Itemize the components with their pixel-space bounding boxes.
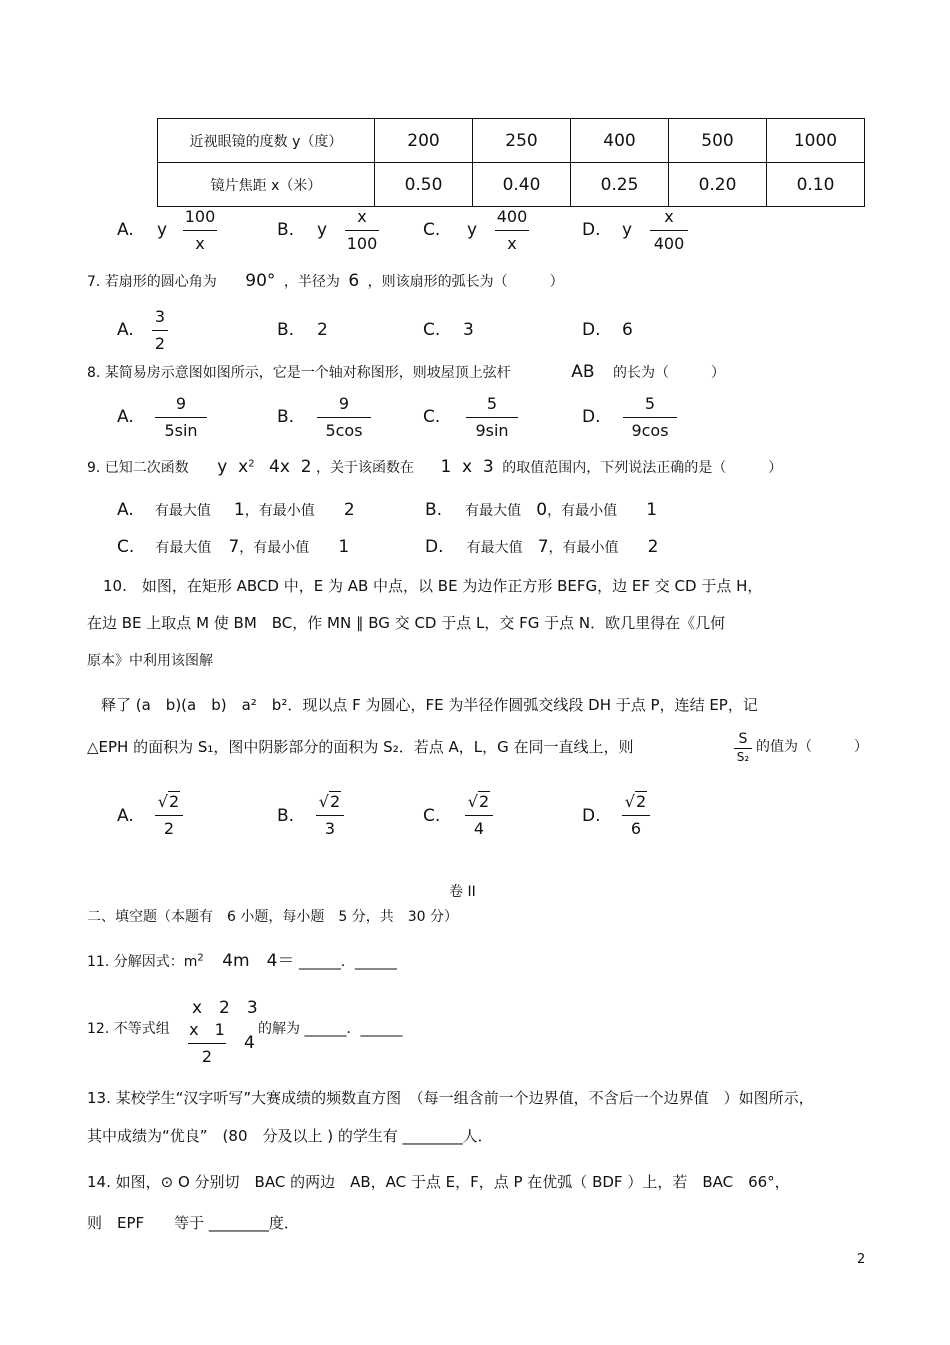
section-heading: 二、填空题（本题有 6 小题，每小题 5 分，共 30 分） bbox=[87, 909, 458, 925]
table-cell: 250 bbox=[473, 119, 571, 163]
question-13-line: 13. 某校学生“汉字听写”大赛成绩的频数直方图 （每一组含前一个边界值，不含后一个边界值 ）如图所示， bbox=[87, 1089, 814, 1107]
radicand: 2 bbox=[479, 792, 490, 811]
numerator: 9 bbox=[175, 394, 187, 413]
option-lhs: y bbox=[317, 220, 328, 240]
table-cell: 0.50 bbox=[375, 163, 473, 207]
option-lhs: y bbox=[157, 220, 168, 240]
denominator: 2 bbox=[163, 819, 175, 838]
option-label: A. bbox=[117, 806, 134, 826]
option-lhs: y bbox=[467, 220, 478, 240]
radicand: 2 bbox=[330, 792, 341, 811]
option-label: D. bbox=[582, 407, 601, 427]
numerator: 9 bbox=[338, 394, 350, 413]
numerator: x bbox=[664, 207, 674, 226]
option-text: 有最大值 bbox=[154, 503, 211, 519]
denominator: 3 bbox=[324, 819, 336, 838]
question-10-line: △EPH 的面积为 S₁，图中阴影部分的面积为 S₂．若点 A，L，G 在同一直线上，则 bbox=[87, 738, 634, 756]
page-number: 2 bbox=[857, 1252, 866, 1267]
fraction bbox=[495, 207, 529, 254]
numerator: 5 bbox=[486, 394, 498, 413]
question-10-end: 的值为（ ） bbox=[756, 739, 868, 755]
option-label: B. bbox=[277, 806, 295, 826]
denominator: x bbox=[195, 234, 205, 253]
question-11 bbox=[87, 946, 397, 971]
option-label: B. bbox=[277, 407, 295, 427]
question-14-line: 则 EPF 等于 ________度． bbox=[87, 1214, 299, 1232]
table-cell: 0.40 bbox=[473, 163, 571, 207]
option-label: A. bbox=[117, 407, 134, 427]
question-10-line: 释了 (a b)(a b) a² b²．现以点 F 为圆心，FE 为半径作圆弧交线段 DH 于点 P，连结 EP，记 bbox=[101, 696, 758, 714]
question-8-stem bbox=[87, 362, 725, 382]
function-expr: 4x 2 bbox=[269, 457, 312, 477]
numerator: 3 bbox=[154, 307, 166, 326]
option-label: C. bbox=[423, 320, 441, 340]
denominator: 5cos bbox=[325, 421, 363, 440]
denominator: S₂ bbox=[736, 750, 750, 764]
option-label: A. bbox=[117, 220, 134, 240]
fraction bbox=[734, 731, 752, 764]
option-label: B. bbox=[277, 220, 295, 240]
denominator: x bbox=[507, 234, 517, 253]
option-text: ，有最小值 bbox=[548, 540, 619, 556]
option-value: 3 bbox=[463, 320, 474, 340]
option-value: 1 bbox=[646, 500, 658, 520]
table-header-cell: 镜片焦距 x（米） bbox=[158, 163, 375, 207]
option bbox=[425, 537, 658, 557]
option-label: D. bbox=[582, 806, 601, 826]
option-text: ，有最小值 bbox=[547, 503, 618, 519]
table-cell: 1000 bbox=[767, 119, 865, 163]
table-cell: 500 bbox=[669, 119, 767, 163]
table-cell: 0.25 bbox=[571, 163, 669, 207]
table-cell: 400 bbox=[571, 119, 669, 163]
option-label: D. bbox=[425, 537, 444, 557]
option-label: C. bbox=[423, 407, 441, 427]
numerator: 100 bbox=[184, 207, 216, 226]
numerator: 5 bbox=[644, 394, 656, 413]
option-label: A. bbox=[117, 320, 134, 340]
option-label: B. bbox=[277, 320, 295, 340]
stem-text: 9. 已知二次函数 bbox=[87, 460, 189, 476]
volume-label: 卷 II bbox=[449, 884, 476, 900]
radicand: 2 bbox=[636, 792, 647, 811]
option-text: 有最大值 bbox=[466, 540, 523, 556]
option-text: 有最大值 bbox=[155, 540, 212, 556]
exponent: 2 bbox=[248, 458, 255, 470]
option-value: 0 bbox=[536, 500, 548, 520]
option-text: ，有最小值 bbox=[239, 540, 310, 556]
fraction bbox=[152, 307, 168, 354]
option-value: 1 bbox=[338, 537, 350, 557]
angle-value: 90° bbox=[245, 271, 276, 291]
denominator: 4 bbox=[473, 819, 485, 838]
option-label: B. bbox=[425, 500, 443, 520]
question-7-stem bbox=[87, 271, 564, 291]
fraction bbox=[317, 394, 371, 441]
option-label: C. bbox=[423, 220, 441, 240]
denominator: 100 bbox=[346, 234, 378, 253]
denominator: 9sin bbox=[475, 421, 509, 440]
segment-name: AB bbox=[571, 362, 595, 382]
question-10-line: 10. 如图，在矩形 ABCD 中，E 为 AB 中点，以 BE 为边作正方形 BEFG，边 EF 交 CD 于点 H， bbox=[103, 577, 763, 595]
radicand: 2 bbox=[169, 792, 180, 811]
radius-value: 6 bbox=[348, 271, 360, 291]
question-13-line: 其中成绩为“优良” (80 分及以上 ) 的学生有 ________人． bbox=[87, 1127, 493, 1145]
fraction bbox=[466, 394, 518, 441]
table-header-cell: 近视眼镜的度数 y（度） bbox=[158, 119, 375, 163]
option-label: D. bbox=[582, 220, 601, 240]
answer-blank: ______．______ bbox=[298, 954, 397, 970]
table-row bbox=[158, 119, 865, 163]
fraction: √2 3 bbox=[316, 792, 344, 839]
function-expr: y x bbox=[217, 457, 249, 477]
option bbox=[425, 500, 657, 520]
inequality-rhs: 4 bbox=[244, 1033, 255, 1053]
table-cell: 0.10 bbox=[767, 163, 865, 207]
denominator: 400 bbox=[653, 234, 685, 253]
fraction bbox=[155, 394, 207, 441]
fraction: √2 4 bbox=[465, 792, 493, 839]
numerator: 400 bbox=[496, 207, 528, 226]
question-14-line: 14. 如图，⊙ O 分别切 BAC 的两边 AB，AC 于点 E，F，点 P 在优弧（ BDF ）上，若 BAC 66°， bbox=[87, 1173, 790, 1191]
option-label: C. bbox=[117, 537, 135, 557]
option-value: 7 bbox=[537, 537, 549, 557]
range-expr: 1 x 3 bbox=[440, 457, 494, 477]
numerator: x bbox=[357, 207, 367, 226]
option-value: 7 bbox=[228, 537, 240, 557]
option-label: C. bbox=[423, 806, 441, 826]
stem-text: 的取值范围内，下列说法正确的是（ ） bbox=[502, 460, 783, 476]
numerator: x 1 bbox=[189, 1020, 225, 1039]
option bbox=[117, 500, 355, 520]
question-12-stem: 12. 不等式组 bbox=[87, 1021, 170, 1037]
question-9-stem bbox=[87, 457, 782, 477]
stem-text: ，半径为 bbox=[283, 274, 340, 290]
denominator: 9cos bbox=[631, 421, 669, 440]
question-10-line: 原本》中利用该图解 bbox=[87, 653, 213, 669]
fraction bbox=[345, 207, 379, 254]
option-value: 1 bbox=[233, 500, 245, 520]
option-value: 2 bbox=[647, 537, 659, 557]
stem-text: ，关于该函数在 bbox=[315, 460, 414, 476]
stem-text: 的长为（ ） bbox=[613, 365, 726, 381]
fraction: √2 2 bbox=[155, 792, 183, 839]
option-label: D. bbox=[582, 320, 601, 340]
fraction: √2 6 bbox=[622, 792, 650, 839]
data-table bbox=[157, 118, 865, 207]
option-text: 有最大值 bbox=[465, 503, 522, 519]
question-12-tail: 的解为 ______．______ bbox=[258, 1021, 403, 1037]
stem-text: ，则该扇形的弧长为（ ） bbox=[367, 274, 564, 290]
numerator: S bbox=[738, 731, 748, 747]
option-text: ，有最小值 bbox=[244, 503, 315, 519]
expression: 4m 4＝ bbox=[222, 951, 295, 971]
table-row bbox=[158, 163, 865, 207]
denominator: 2 bbox=[201, 1047, 213, 1066]
option bbox=[117, 537, 349, 557]
fraction bbox=[650, 207, 688, 254]
option-label: A. bbox=[117, 500, 134, 520]
option-value: 6 bbox=[622, 320, 633, 340]
denominator: 6 bbox=[630, 819, 642, 838]
stem-text: 8. 某简易房示意图如图所示，它是一个轴对称图形，则坡屋顶上弦杆 bbox=[87, 365, 511, 381]
denominator: 5sin bbox=[164, 421, 198, 440]
option-value: 2 bbox=[317, 320, 328, 340]
fraction bbox=[188, 1020, 226, 1067]
inequality-top: x 2 3 bbox=[192, 998, 258, 1018]
option-value: 2 bbox=[343, 500, 355, 520]
question-10-line: 在边 BE 上取点 M 使 BM BC，作 MN ∥ BG 交 CD 于点 L，交 FG 于点 N．欧几里得在《几何 bbox=[87, 614, 726, 632]
option-lhs: y bbox=[622, 220, 633, 240]
fraction bbox=[623, 394, 677, 441]
exponent: 2 bbox=[197, 952, 204, 964]
stem-text: 11. 分解因式：m bbox=[87, 954, 198, 970]
table-cell: 0.20 bbox=[669, 163, 767, 207]
denominator: 2 bbox=[154, 334, 166, 353]
table-cell: 200 bbox=[375, 119, 473, 163]
stem-text: 7. 若扇形的圆心角为 bbox=[87, 274, 217, 290]
fraction bbox=[183, 207, 217, 254]
